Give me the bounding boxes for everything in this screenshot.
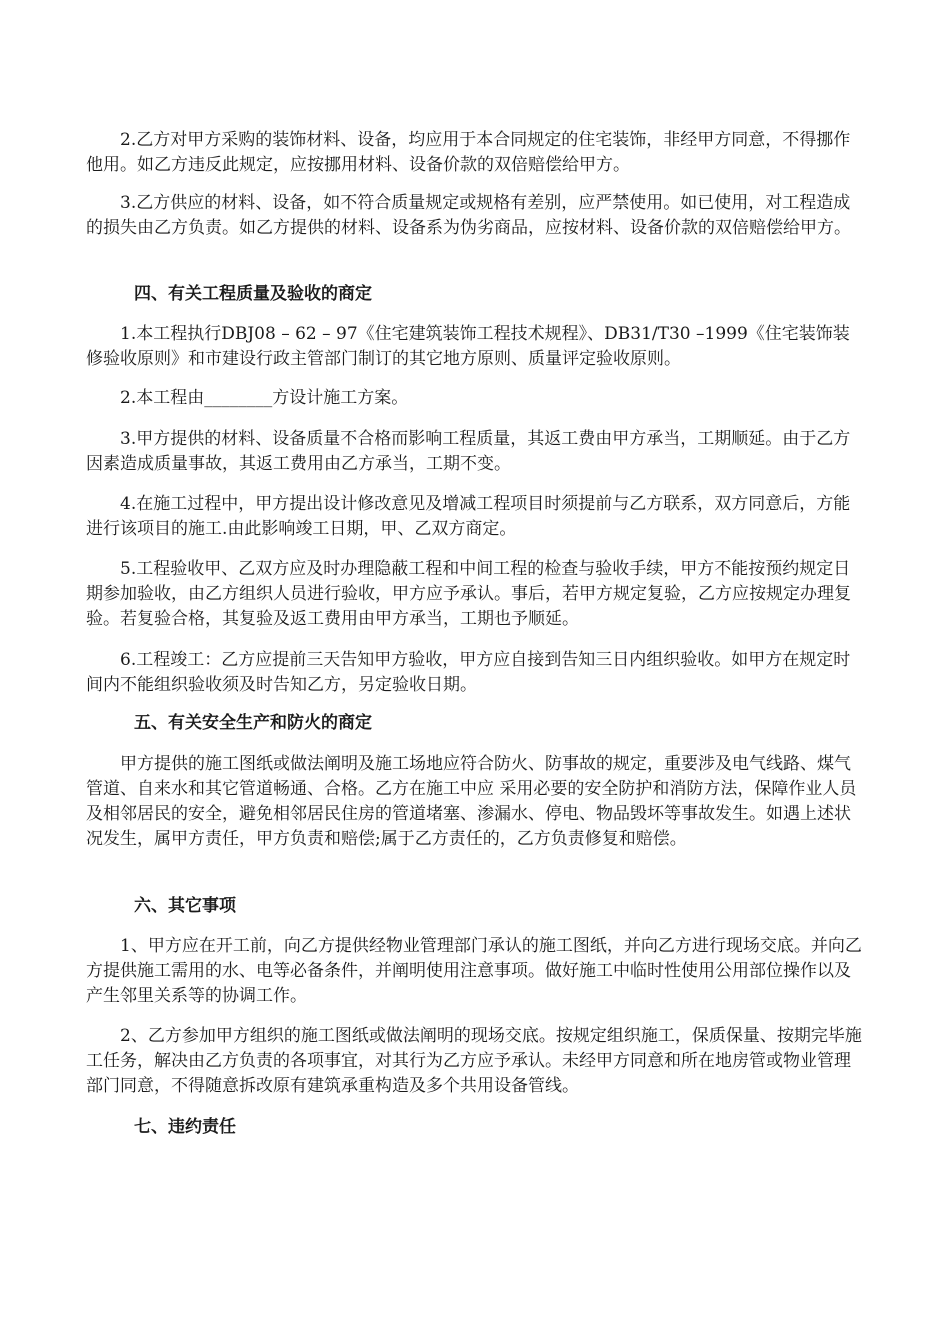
section-heading-other-matters: 六、其它事项 [134,896,236,916]
paragraph-rework-cost: 3.甲方提供的材料、设备质量不合格而影响工程质量，其返工费由甲方承当，工期顺延。由于乙方因素造成质量事故，其返工费用由乙方承当，工期不变。 [86,429,851,474]
paragraph-completion: 6.工程竣工：乙方应提前三天告知甲方验收，甲方应自接到告知三日内组织验收。如甲方在规定时间内不能组织验收须及时告知乙方，另定验收日期。 [86,650,851,695]
paragraph-design-party: 2.本工程由________方设计施工方案。 [86,388,409,408]
section-heading-safety-fire: 五、有关安全生产和防火的商定 [134,713,372,733]
paragraph-design-changes: 4.在施工过程中，甲方提出设计修改意见及增减工程项目时须提前与乙方联系，双方同意后，方能进行该项目的施工.由此影响竣工日期，甲、乙双方商定。 [86,494,851,539]
paragraph-party-b-duties: 2、乙方参加甲方组织的施工图纸或做法阐明的现场交底。按规定组织施工，保质保量、按期完毕施工任务，解决由乙方负责的各项事宜，对其行为乙方应予承认。未经甲方同意和所在地房管或物业管理部门同意，不得随意拆改原有建筑承重构造及多个共用设备管线。 [86,1026,862,1096]
paragraph-material-misuse: 2.乙方对甲方采购的装饰材料、设备，均应用于本合同规定的住宅装饰，非经甲方同意，不得挪作他用。如乙方违反此规定，应按挪用材料、设备价款的双倍赔偿给甲方。 [86,130,851,175]
paragraph-party-a-duties: 1、甲方应在开工前，向乙方提供经物业管理部门承认的施工图纸，并向乙方进行现场交底。并向乙方提供施工需用的水、电等必备条件，并阐明使用注意事项。做好施工中临时性使用公用部位操作以及产生邻里关系等的协调工作。 [86,936,862,1006]
paragraph-standards: 1.本工程执行DBJ08 – 62 – 97《住宅建筑装饰工程技术规程》、DB31/T30 –1999《住宅装饰装修验收原则》和市建设行政主管部门制订的其它地方原则、质量评定验收原则。 [86,324,850,369]
paragraph-safety: 甲方提供的施工图纸或做法阐明及施工场地应符合防火、防事故的规定，重要涉及电气线路、煤气管道、自来水和其它管道畅通、合格。乙方在施工中应 采用必要的安全防护和消防方法，保障作业人员及相邻居民的安全，避免相邻居民住房的管道堵塞、渗漏水、停电、物品毁坏等事故发生。如遇上述状况发生，属甲方责任，甲方负责和赔偿;属于乙方责任的，乙方负责修复和赔偿。 [86,754,857,849]
paragraph-material-quality: 3.乙方供应的材料、设备，如不符合质量规定或规格有差别，应严禁使用。如已使用，对工程造成的损失由乙方负责。如乙方提供的材料、设备系为伪劣商品，应按材料、设备价款的双倍赔偿给甲方。 [86,193,851,238]
section-heading-quality-acceptance: 四、有关工程质量及验收的商定 [134,284,372,304]
section-heading-liability: 七、违约责任 [134,1117,236,1137]
paragraph-inspection: 5.工程验收甲、乙双方应及时办理隐蔽工程和中间工程的检查与验收手续，甲方不能按预约规定日期参加验收，由乙方组织人员进行验收，甲方应予承认。事后，若甲方规定复验，乙方应按规定办理复验。若复验合格，其复验及返工费用由甲方承当，工期也予顺延。 [86,559,851,629]
